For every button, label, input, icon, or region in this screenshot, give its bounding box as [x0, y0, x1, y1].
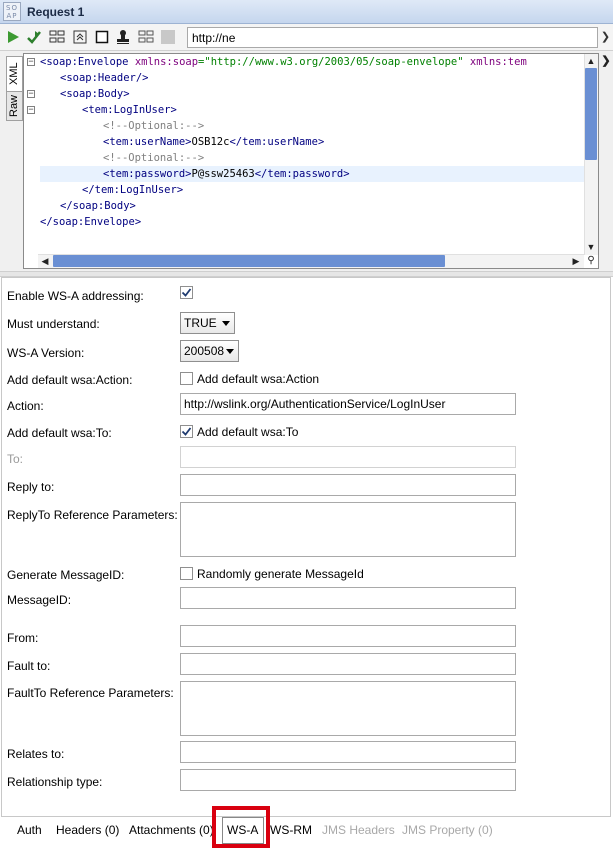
tab-wsa[interactable]: WS-A — [227, 823, 259, 837]
format-icon[interactable] — [48, 28, 66, 46]
must-understand-value: TRUE — [184, 316, 217, 330]
enable-wsa-checkbox[interactable] — [180, 286, 193, 299]
action-input[interactable]: http://wslink.org/AuthenticationService/LogInUser — [180, 393, 516, 415]
code-line — [103, 166, 350, 182]
disabled-icon — [159, 28, 177, 46]
tab-headers[interactable]: Headers (0) — [56, 823, 120, 837]
code-line — [40, 54, 527, 70]
reply-to-params-textarea[interactable] — [180, 502, 516, 557]
fault-to-params-textarea[interactable] — [180, 681, 516, 736]
tab-attachments[interactable]: Attachments (0) — [129, 823, 214, 837]
code-token: ="http://www.w3.org/2003/05/soap-envelope" — [198, 56, 470, 68]
options-icon[interactable] — [137, 28, 155, 46]
code-line — [60, 70, 149, 86]
window-title: Request 1 — [27, 5, 85, 19]
must-understand-label: Must understand: — [7, 317, 100, 331]
stop-icon[interactable] — [93, 28, 111, 46]
fold-toggle-icon[interactable]: − — [28, 104, 34, 114]
reply-to-label: Reply to: — [7, 480, 55, 494]
code-token: </soap:Envelope> — [40, 216, 142, 228]
checkmark-icon — [181, 287, 192, 298]
checkmark-icon — [181, 426, 192, 437]
fault-to-params-label: FaultTo Reference Parameters: — [7, 686, 174, 700]
tab-raw[interactable]: Raw — [6, 91, 23, 121]
default-action-label: Add default wsa:Action: — [7, 373, 133, 387]
code-token: <tem:LogInUser> — [82, 104, 177, 116]
code-token: <tem:password> — [103, 168, 192, 180]
endpoint-url-input[interactable]: http://ne — [187, 27, 598, 48]
fold-toggle-icon[interactable]: − — [28, 56, 34, 66]
code-token: xmlns:tem — [469, 56, 527, 68]
default-action-checkbox[interactable] — [180, 372, 193, 385]
code-token: <soap:Header/> — [60, 72, 149, 84]
code-token: xmlns:soap — [134, 56, 199, 68]
vertical-scroll-thumb[interactable] — [585, 68, 597, 160]
wsa-version-select[interactable] — [180, 340, 239, 362]
code-token: <!--Optional:--> — [103, 152, 205, 164]
code-line — [82, 102, 177, 118]
code-token: </tem:userName> — [229, 136, 325, 148]
code-line — [103, 118, 204, 134]
title-bar — [0, 0, 613, 24]
to-input — [180, 446, 516, 468]
relationship-type-input[interactable] — [180, 769, 516, 791]
fault-to-label: Fault to: — [7, 659, 51, 673]
code-token: <tem:userName> — [103, 136, 192, 148]
from-label: From: — [7, 631, 39, 645]
code-token: </tem:password> — [254, 168, 350, 180]
reply-to-params-label: ReplyTo Reference Parameters: — [7, 508, 178, 522]
tab-xml[interactable]: XML — [6, 56, 23, 92]
generate-message-id-checkbox[interactable] — [180, 567, 193, 580]
code-line — [82, 182, 183, 198]
must-understand-select[interactable] — [180, 312, 235, 334]
code-line — [40, 214, 141, 230]
chevron-down-icon — [226, 349, 234, 354]
generate-message-id-checkbox-label[interactable]: Randomly generate MessageId — [197, 567, 364, 581]
to-label: To: — [7, 452, 24, 466]
fold-toggle-icon[interactable]: − — [28, 88, 34, 98]
relates-to-input[interactable] — [180, 741, 516, 763]
enable-wsa-label: Enable WS-A addressing: — [7, 289, 144, 303]
submit-check-icon[interactable] — [25, 28, 43, 46]
default-action-checkbox-label[interactable]: Add default wsa:Action — [197, 372, 320, 386]
from-input[interactable] — [180, 625, 516, 647]
tab-auth[interactable]: Auth — [17, 823, 42, 837]
wsa-version-label: WS-A Version: — [7, 346, 85, 360]
expand-icon[interactable] — [71, 28, 89, 46]
code-token: P@ssw25463 — [191, 168, 255, 180]
scroll-down-icon[interactable]: ▼ — [586, 242, 596, 252]
horizontal-scroll-thumb[interactable] — [53, 255, 445, 267]
message-id-input[interactable] — [180, 587, 516, 609]
code-line — [103, 134, 324, 150]
fault-to-input[interactable] — [180, 653, 516, 675]
message-id-label: MessageID: — [7, 593, 72, 607]
code-line — [103, 150, 204, 166]
code-token: <!--Optional:--> — [103, 120, 205, 132]
scroll-left-icon[interactable]: ◀ — [41, 256, 49, 266]
run-icon[interactable] — [4, 28, 22, 46]
generate-message-id-label: Generate MessageID: — [7, 568, 125, 582]
default-to-checkbox[interactable] — [180, 425, 193, 438]
code-token: <soap:Envelope — [40, 56, 135, 68]
tab-wsrm[interactable]: WS-RM — [270, 823, 312, 837]
relationship-type-label: Relationship type: — [7, 775, 103, 789]
tab-jms-property: JMS Property (0) — [402, 823, 493, 837]
scroll-up-icon[interactable]: ▲ — [586, 56, 596, 66]
code-token: </soap:Body> — [60, 200, 136, 212]
chevron-down-icon — [222, 321, 230, 326]
wsa-version-value: 200508 — [184, 344, 225, 358]
code-line — [60, 198, 136, 214]
default-to-label: Add default wsa:To: — [7, 426, 112, 440]
code-token: <soap:Body> — [60, 88, 130, 100]
highlight-annotation — [212, 806, 270, 848]
zoom-icon[interactable]: ⚲ — [587, 255, 595, 266]
tab-jms-headers: JMS Headers — [322, 823, 395, 837]
soap-logo: SO AP — [3, 2, 21, 21]
code-token: OSB12c — [191, 136, 230, 148]
reply-to-input[interactable] — [180, 474, 516, 496]
chevron-right-icon[interactable]: ❯ — [600, 31, 611, 43]
action-label: Action: — [7, 399, 44, 413]
default-to-checkbox-label[interactable]: Add default wsa:To — [197, 425, 299, 439]
scroll-right-icon[interactable]: ▶ — [572, 256, 580, 266]
relates-to-label: Relates to: — [7, 747, 65, 761]
stamp-icon[interactable] — [114, 28, 132, 46]
editor-gutter — [24, 54, 38, 254]
code-token: </tem:LogInUser> — [82, 184, 184, 196]
collapse-right-icon[interactable]: ❯ — [601, 55, 611, 67]
code-line — [60, 86, 130, 102]
